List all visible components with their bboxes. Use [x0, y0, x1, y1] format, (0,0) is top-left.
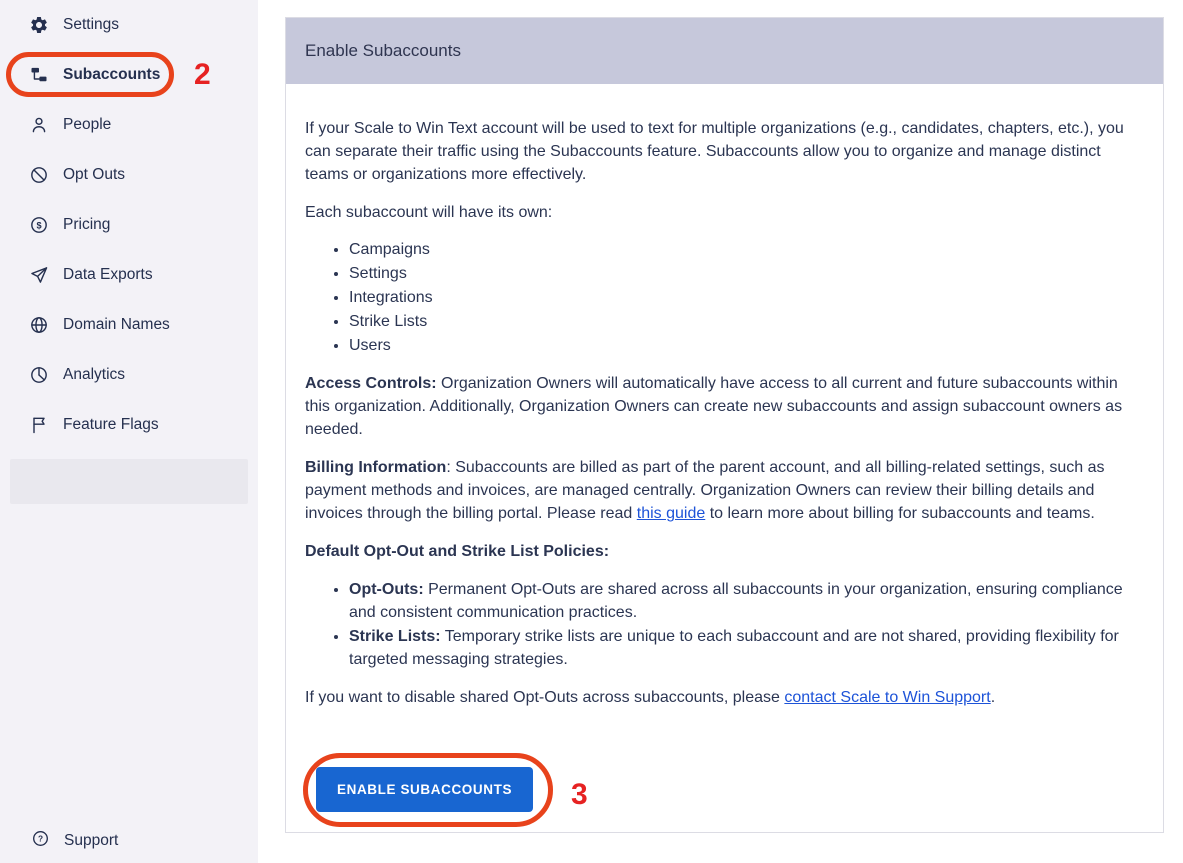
sidebar-item-data-exports[interactable] [0, 250, 258, 300]
annotation-number-step2: 2 [194, 58, 211, 91]
subaccounts-tree-icon [29, 65, 49, 85]
list-item: • Settings [349, 262, 1141, 285]
list-item: • Integrations [349, 286, 1141, 309]
enable-button-row [303, 753, 1141, 827]
support-label: Support [64, 832, 119, 849]
list-item: • Users [349, 334, 1141, 357]
access-controls-paragraph: Access Controls: Organization Owners will automatically have access to all current and future subaccounts within this organization. Additionally, Organization Owners can create new subaccounts and assign subaccount owners as needed. [305, 375, 1123, 439]
list-item: • Campaigns [349, 238, 1141, 261]
strikelists-label: Strike Lists: [349, 627, 441, 645]
person-icon [29, 115, 49, 135]
sidebar-item-label: Analytics [63, 366, 126, 383]
sidebar-item-label: People [63, 116, 112, 133]
sidebar-item-label: Pricing [63, 216, 111, 233]
sidebar-item-domain-names[interactable] [0, 300, 258, 350]
card-body [286, 84, 1163, 833]
sidebar [0, 0, 258, 863]
billing-paragraph: Billing Information: Subaccounts are billed as part of the parent account, and all billing-related settings, such as payment methods and invoices, are managed centrally. Organization Owners can review their billing details and invoices through the billing portal. Please read this guide to learn more about billing for subaccounts and teams. [305, 459, 1105, 523]
optouts-label: Opt-Outs: [349, 580, 424, 598]
sidebar-item-subaccounts[interactable] [0, 50, 258, 100]
sidebar-item-support[interactable] [0, 819, 258, 863]
sidebar-item-label: Data Exports [63, 266, 153, 283]
sidebar-item-opt-outs[interactable] [0, 150, 258, 200]
flag-icon [29, 415, 49, 435]
disable-optouts-paragraph: If you want to disable shared Opt-Outs across subaccounts, please contact Scale to Win Support. [305, 688, 996, 706]
card-title: Enable Subaccounts [305, 41, 461, 60]
sidebar-item-pricing[interactable] [0, 200, 258, 250]
sidebar-item-settings[interactable] [0, 0, 258, 50]
annotation-number-step3: 3 [571, 777, 588, 811]
send-icon [29, 265, 49, 285]
contact-support-link[interactable]: contact Scale to Win Support [784, 688, 991, 706]
sidebar-item-people[interactable] [0, 100, 258, 150]
own-intro-paragraph: Each subaccount will have its own: [305, 204, 553, 222]
sidebar-item-label: Feature Flags [63, 416, 159, 433]
svg-text:?: ? [37, 833, 44, 844]
subaccount-features-list [305, 238, 1141, 357]
sidebar-item-label: Subaccounts [63, 66, 161, 83]
billing-guide-link[interactable]: this guide [636, 505, 706, 523]
policies-heading: Default Opt-Out and Strike List Policies: [305, 543, 610, 561]
list-item: • Strike Lists: Temporary strike lists are unique to each subaccount and are not shared, providing flexibility for targeted messaging strategies. [349, 625, 1141, 671]
gear-icon [29, 15, 49, 35]
access-controls-label: Access Controls: [305, 375, 437, 393]
sidebar-item-label: Settings [63, 16, 120, 33]
sidebar-nav [0, 0, 258, 450]
list-item: • Strike Lists [349, 310, 1141, 333]
enable-subaccounts-card [285, 17, 1164, 833]
pie-chart-icon [29, 365, 49, 385]
svg-text:$: $ [36, 220, 42, 231]
sidebar-item-label: Opt Outs [63, 166, 126, 183]
main-content [258, 0, 1183, 863]
list-item: • Opt-Outs: Permanent Opt-Outs are shared across all subaccounts in your organization, ensuring compliance and consistent communication practices. [349, 578, 1141, 624]
sidebar-item-feature-flags[interactable] [0, 400, 258, 450]
intro-paragraph: If your Scale to Win Text account will be used to text for multiple organizations (e.g., candidates, chapters, etc.), you can separate their traffic using the Subaccounts feature. Subaccounts allow you to organize and manage distinct teams or organizations more effectively. [305, 120, 1124, 184]
sidebar-item-label: Domain Names [63, 316, 170, 333]
sidebar-item-analytics[interactable] [0, 350, 258, 400]
dollar-circle-icon [29, 215, 49, 235]
policies-list [305, 578, 1141, 671]
globe-icon [29, 315, 49, 335]
help-icon [31, 829, 50, 853]
block-icon [29, 165, 49, 185]
billing-label: Billing Information [305, 459, 447, 477]
redacted-org-block [10, 459, 248, 504]
enable-subaccounts-button[interactable]: ENABLE SUBACCOUNTS [316, 767, 533, 812]
card-header [286, 18, 1163, 84]
